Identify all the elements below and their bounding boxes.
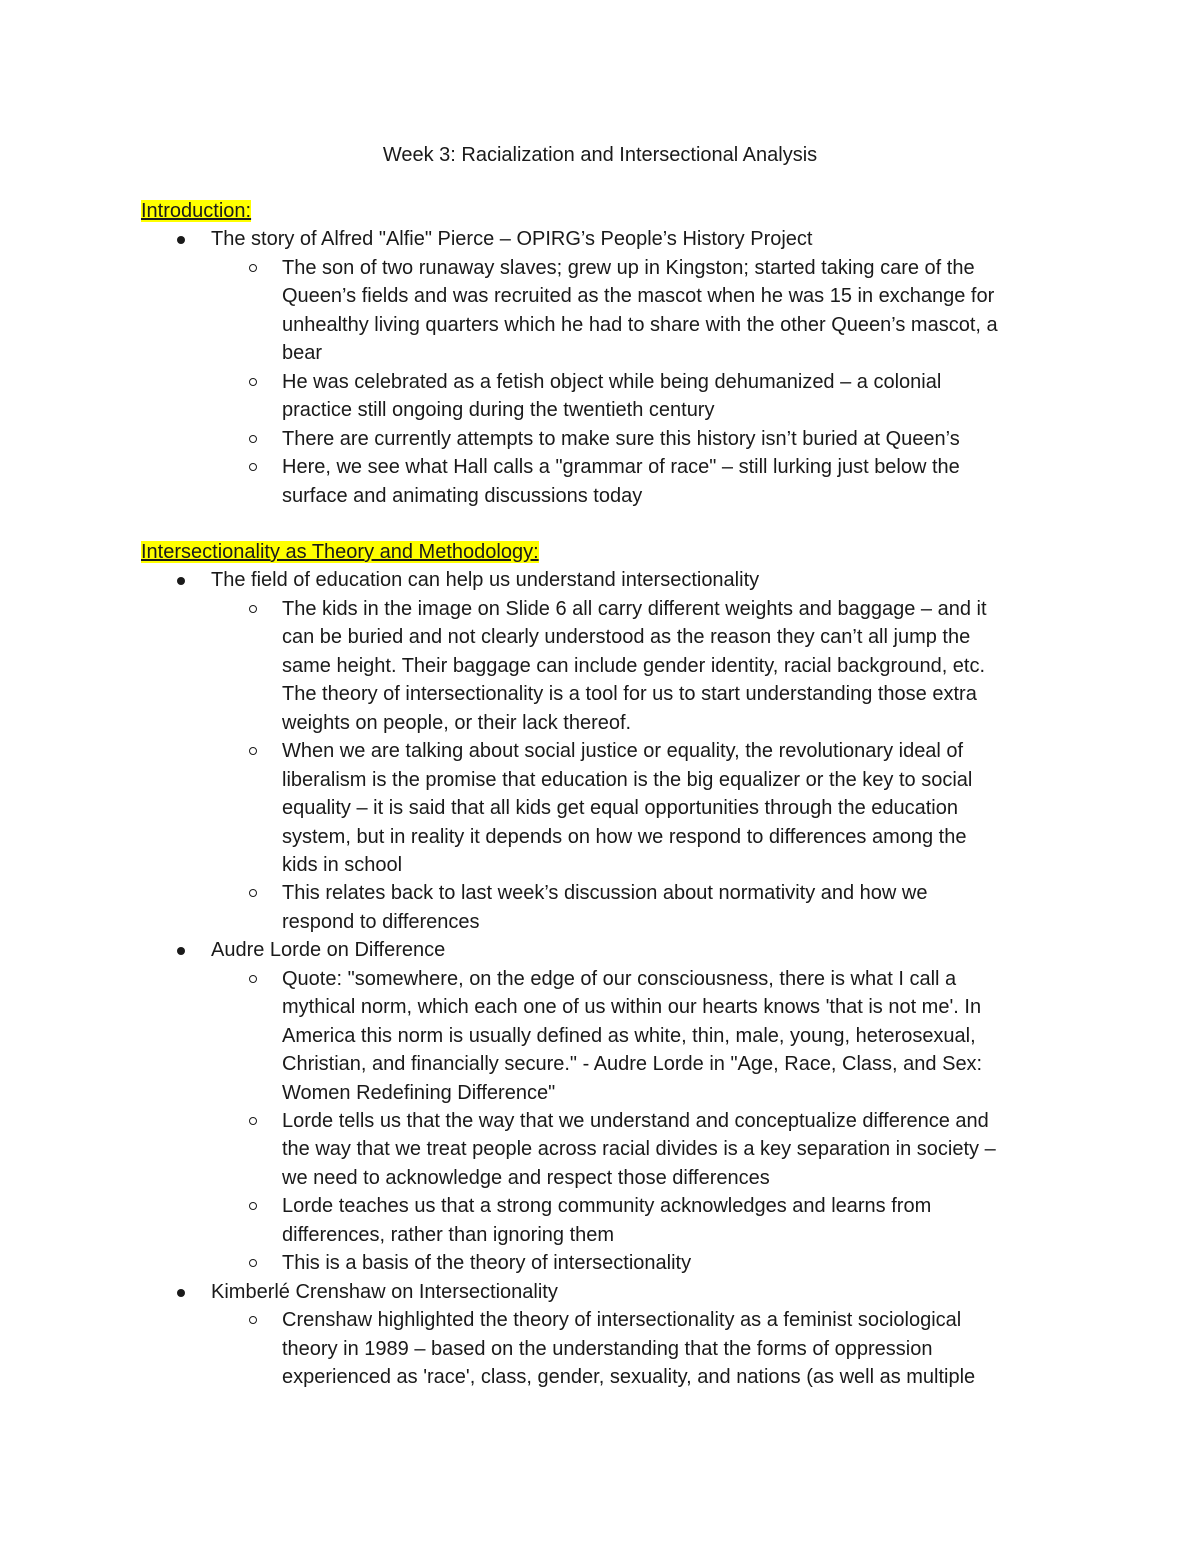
sub-list-item-text: unhealthy living quarters which he had to share with the other Queen’s mascot, a	[282, 313, 998, 336]
sub-bullet-icon	[249, 463, 257, 471]
sub-list-item-text: Crenshaw highlighted the theory of intersectionality as a feminist sociological	[282, 1309, 962, 1332]
sub-list-item-text: Christian, and financially secure." - Audre Lorde in "Age, Race, Class, and Sex:	[282, 1053, 983, 1076]
sub-list-item-text: America this norm is usually defined as white, thin, male, young, heterosexual,	[282, 1024, 976, 1047]
sub-list-item-text: we need to acknowledge and respect those differences	[282, 1166, 770, 1189]
sub-bullet-icon	[249, 1117, 257, 1125]
sub-list-item-text: Lorde teaches us that a strong community acknowledges and learns from	[282, 1195, 932, 1218]
sub-list-item-text: Lorde tells us that the way that we understand and conceptualize difference and	[282, 1110, 989, 1132]
section-heading	[141, 538, 539, 566]
section-heading	[141, 197, 251, 225]
sub-list-item-text: respond to differences	[282, 910, 480, 933]
page-title: Week 3: Racialization and Intersectional Analysis	[382, 144, 818, 166]
bullet-icon	[177, 577, 185, 585]
sub-list-item-text: He was celebrated as a fetish object while being dehumanized – a colonial	[282, 370, 942, 393]
sub-bullet-icon	[249, 1202, 257, 1210]
sub-list-item-text: Queen’s fields and was recruited as the mascot when he was 15 in exchange for	[282, 285, 995, 308]
sub-list-item-text: Women Redefining Difference"	[282, 1081, 556, 1104]
sub-list-item-text: equality – it is said that all kids get equal opportunities through the education	[282, 797, 958, 820]
sub-list-item-text: This is a basis of the theory of intersectionality	[282, 1252, 692, 1275]
bullet-icon	[177, 947, 185, 955]
list-item-text: Kimberlé Crenshaw on Intersectionality	[211, 1280, 558, 1303]
sub-list-item-text: When we are talking about social justice or equality, the revolutionary ideal of	[282, 740, 964, 763]
sub-list-item-text: The kids in the image on Slide 6 all carry different weights and baggage – and it	[282, 597, 987, 620]
sub-bullet-icon	[249, 975, 257, 983]
sub-list-item-text: surface and animating discussions today	[282, 484, 643, 507]
sub-list-item-text: Quote: "somewhere, on the edge of our consciousness, there is what I call a	[282, 967, 957, 990]
list-item-text: The story of Alfred "Alfie" Pierce – OPIRG’s People’s History Project	[211, 228, 813, 251]
sub-list-item-text: experienced as 'race', class, gender, sexuality, and nations (as well as multiple	[282, 1366, 976, 1389]
sub-list-item-text: weights on people, or their lack thereof.	[282, 711, 632, 734]
sub-list-item-text: This relates back to last week’s discussion about normativity and how we	[282, 882, 928, 905]
list-item-text: Audre Lorde on Difference	[211, 939, 446, 962]
section-heading-text: Introduction:	[141, 200, 252, 222]
sub-list-item-text: The son of two runaway slaves; grew up in Kingston; started taking care of the	[282, 256, 975, 279]
sub-bullet-icon	[249, 1316, 257, 1324]
sub-list-item-text: The theory of intersectionality is a tool for us to start understanding those extra	[282, 683, 977, 706]
sub-list-item-text: kids in school	[282, 853, 403, 876]
sub-list-item-text: theory in 1989 – based on the understanding that the forms of oppression	[282, 1337, 933, 1360]
bullet-icon	[177, 236, 185, 244]
sub-list-item-text: practice still ongoing during the twentieth century	[282, 399, 715, 422]
sub-bullet-icon	[249, 747, 257, 755]
sub-list-item-text: same height. Their baggage can include gender identity, racial background, etc.	[282, 654, 986, 677]
sub-list-item-text: bear	[282, 342, 323, 365]
sub-list-item-text: Here, we see what Hall calls a "grammar of race" – still lurking just below the	[282, 456, 960, 479]
sub-list-item-text: differences, rather than ignoring them	[282, 1223, 615, 1246]
section-heading-text: Intersectionality as Theory and Methodology:	[141, 541, 539, 563]
list-item-text: The field of education can help us understand intersectionality	[211, 569, 760, 592]
sub-bullet-icon	[249, 889, 257, 897]
sub-bullet-icon	[249, 435, 257, 443]
bullet-icon	[177, 1289, 185, 1297]
sub-bullet-icon	[249, 1259, 257, 1267]
sub-bullet-icon	[249, 378, 257, 386]
sub-list-item-text: can be buried and not clearly understood as the reason they can’t all jump the	[282, 626, 971, 649]
sub-bullet-icon	[249, 264, 257, 272]
sub-bullet-icon	[249, 605, 257, 613]
sub-list-item-text: liberalism is the promise that education is the big equalizer or the key to social	[282, 768, 973, 791]
sub-list-item-text: the way that we treat people across racial divides is a key separation in society –	[282, 1138, 996, 1161]
sub-list-item-text: system, but in reality it depends on how we respond to differences among the	[282, 825, 967, 848]
sub-list-item-text: There are currently attempts to make sure this history isn’t buried at Queen’s	[282, 427, 960, 450]
sub-list-item-text: mythical norm, which each one of us within our hearts knows 'that is not me'. In	[282, 996, 982, 1019]
